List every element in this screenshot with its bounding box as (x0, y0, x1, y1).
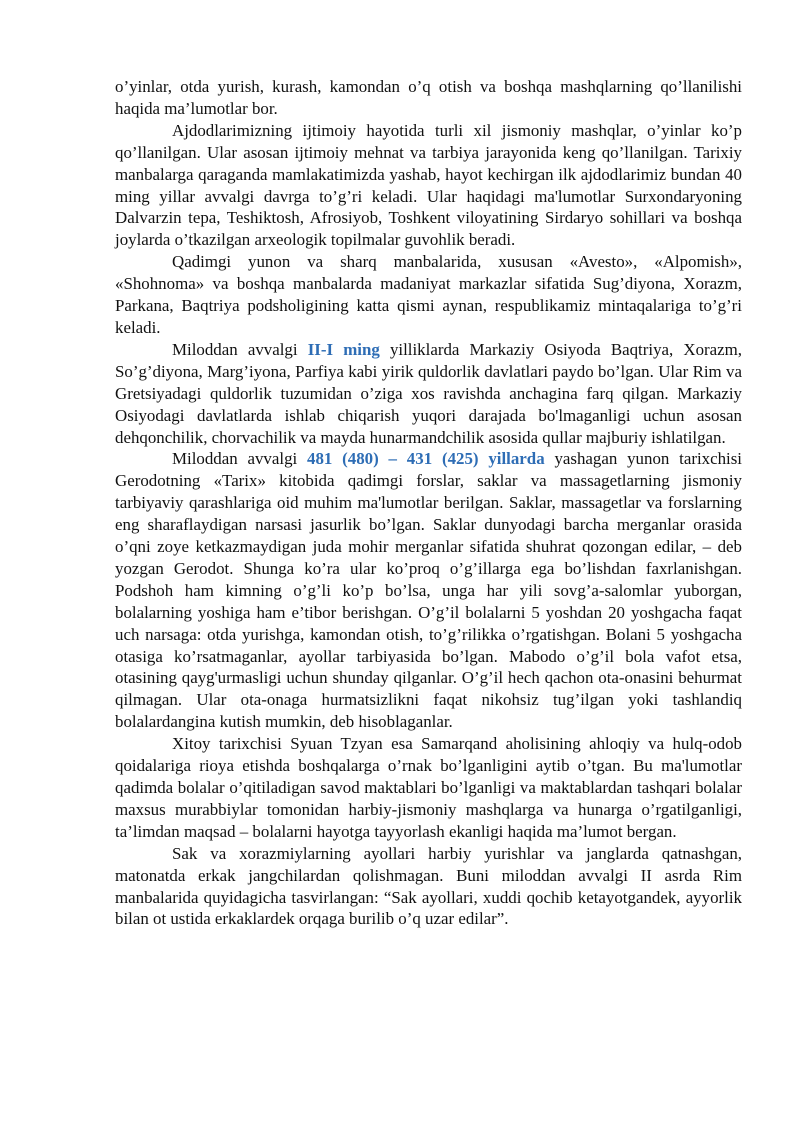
paragraph-5-text-start: Miloddan avvalgi (172, 449, 308, 469)
highlighted-date-range: II-I ming (307, 339, 380, 359)
paragraph-6-text: Xitoy tarixchisi Syuan Tzyan esa Samarqand aholisining ahloqiy va hulq-odob qoidalariga rioya etishda boshqalarga o’rnak bo’lganligini aytib o’tgan. Bu ma'lumotlar qadimda bolalar o’qitiladigan savod maktablari bo’lganligi va maktablardan tashqari bolalar maxsus murabbiylar tomonidan harbiy-jismoniy mashqlarga va hunarga o’rgatilganligi, ta’limdan maqsad – bolalarni hayotga tayyorlash ekanligi haqida ma’lumot bergan. (115, 734, 742, 841)
paragraph-4 (115, 339, 742, 449)
highlighted-date-range: 481 (480) – 431 (425) yillarda (307, 449, 545, 469)
paragraph-2 (115, 120, 742, 251)
paragraph-1-text: o’yinlar, otda yurish, kurash, kamondan o’q otish va boshqa mashqlarning qo’llanilishi haqida ma’lumotlar bor. (115, 77, 742, 118)
paragraph-6 (115, 733, 742, 843)
paragraph-4-text-start: Miloddan avvalgi (172, 339, 308, 359)
paragraph-3 (115, 251, 742, 339)
paragraph-1 (115, 76, 742, 120)
paragraph-7 (115, 843, 742, 931)
paragraph-3-text: Qadimgi yunon va sharq manbalarida, xususan «Avesto», «Alpomish», «Shohnoma» va boshqa manbalarda madaniyat markazlar sifatida Sug’diyona, Xorazm, Parkana, Baqtriya podsholigining katta qismi aynan, respublikamiz mintaqalariga to’g’ri keladi. (115, 252, 742, 337)
paragraph-5-text-end: yashagan yunon tarixchisi Gerodotning «Tarix» kitobida qadimgi forslar, saklar va massagetlarning jismoniy tarbiyaviy qarashlariga oid muhim ma'lumotlar berilgan. Saklar, massagetlar va forslarning eng sharaflaydigan narsasi jasurlik bo’lgan. Saklar dunyodagi barcha merganlar orasida o’qni zoye ketkazmaydigan juda mohir merganlar sifatida shuhrat qozongan edilar, – deb yozgan Gerodot. Shunga ko’ra ular ko’proq o’g’illarga ega bo’lishdan faxrlanishgan. Podshoh ham kimning o’g’li ko’p bo’lsa, unga har yili sovg’a-salomlar yuborgan, bolalarning yoshiga ham e’tibor berishgan. O’g’il bolalarni 5 yoshdan 20 yoshgacha faqat uch narsaga: otda yurishga, kamondan otish, to’g’rilikka o’rgatishgan. Bolani 5 yoshgacha otasiga ko’rsatmaganlar, ayollar tarbiyasida bo’lgan. Mabodo o’g’il bola vafot etsa, otasining qayg'urmasligi uchun shunday qilganlar. O’g’il hech qachon ota-onasini behurmat qilmagan. Ular ota-onaga hurmatsizlikni faqat nikohsiz tug’ilgan yoki tashlandiq bolalardangina kutish mumkin, deb hisoblaganlar. (115, 449, 743, 732)
paragraph-5 (115, 448, 742, 733)
paragraph-7-text: Sak va xorazmiylarning ayollari harbiy yurishlar va janglarda qatnashgan, matonatda erkak jangchilardan qolishmagan. Buni miloddan avvalgi II asrda Rim manbalarida quyidagicha tasvirlangan: “Sak ayollari, xuddi qochib ketayotgandek, ayyorlik bilan ot ustida erkaklardek orqaga burilib o’q uzar edilar”. (115, 843, 742, 929)
paragraph-2-text: Ajdodlarimizning ijtimoiy hayotida turli xil jismoniy mashqlar, o’yinlar ko’p qo’llanilgan. Ular asosan ijtimoiy mehnat va tarbiya jarayonida keng qo’llanilgan. Tarixiy manbalarga qaraganda mamlakatimizda yashab, hayot kechirgan ilk ajdodlarimiz bundan 40 ming yillar avvalgi davrga to’g’ri keladi. Ular haqidagi ma'lumotlar Surxondaryoning Dalvarzin tepa, Teshiktosh, Afrosiyob, Toshkent viloyatining Sirdaryo sohillari va boshqa joylarda o’tkazilgan arxeologik topilmalar guvohlik beradi. (115, 120, 742, 250)
document-page (115, 76, 742, 930)
paragraph-4-text-end: yilliklarda Markaziy Osiyoda Baqtriya, Xorazm, So’g’diyona, Marg’iyona, Parfiya kabi yirik quldorlik davlatlari paydo bo’lgan. Ular Rim va Gretsiyadagi quldorlik tuzumidan o’ziga xos ravishda anchagina farq qilgan. Markaziy Osiyodagi davlatlarda ishlab chiqarish yuqori darajada bo'lmaganligi uchun asosan dehqonchilik, chorvachilik va mayda hunarmandchilik asosida qullar majburiy ishlatilgan. (115, 339, 743, 447)
